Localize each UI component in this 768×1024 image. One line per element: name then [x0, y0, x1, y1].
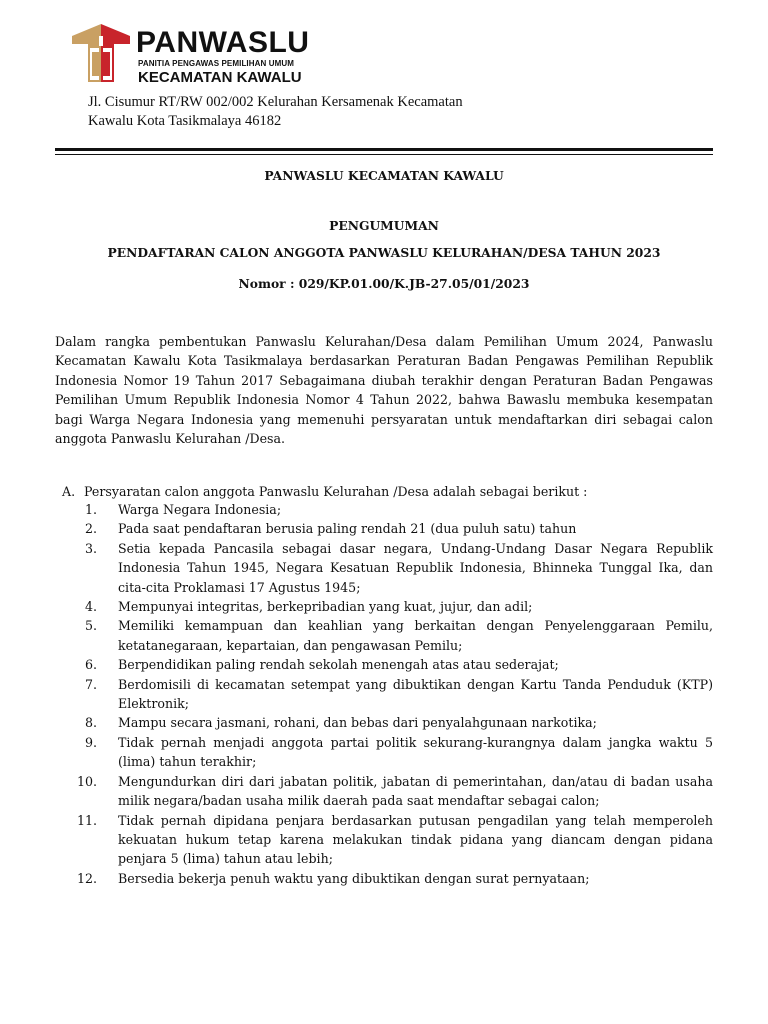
list-item — [62, 713, 713, 732]
list-item — [62, 539, 713, 597]
list-item-text: Tidak pernah dipidana penjara berdasarkan putusan pengadilan yang telah memperoleh kekuatan hukum tetap karena melakukan tindak pidana yang diancam dengan pidana penjara 5 (lima) tahun atau lebih; — [118, 812, 713, 867]
list-item-number: 7. — [84, 676, 97, 692]
org-subtitle: PANITIA PENGAWAS PEMILIHAN UMUM — [138, 59, 294, 68]
list-item-number: 1. — [84, 502, 97, 517]
list-item — [62, 869, 713, 888]
intro-paragraph: Dalam rangka pembentukan Panwaslu Kelurahan/Desa dalam Pemilihan Umum 2024, Panwaslu Kecamatan Kawalu Kota Tasikmalaya berdasarkan Peraturan Badan Pengawas Pemilihan Republik Indonesia Nomor 19 Tahun 2017 Sebagaimana diubah terakhir dengan Peraturan Badan Pengawas Pemilihan Umum Republik Indonesia Nomor 4 Tahun 2022, bahwa Bawaslu membuka kesempatan bagi Warga Negara Indonesia yang memenuhi persyaratan untuk mendaftarkan diri sebagai calon anggota Panwaslu Kelurahan /Desa. — [55, 334, 713, 447]
letterhead-divider-thin — [55, 154, 713, 155]
document-title: PENDAFTARAN CALON ANGGOTA PANWASLU KELURAHAN/DESA TAHUN 2023 — [107, 245, 661, 260]
list-item-text: Tidak pernah menjadi anggota partai politik sekurang-kurangnya dalam jangka waktu 5 (lima) tahun terakhir; — [118, 734, 713, 770]
list-item-number: 3. — [84, 540, 97, 556]
list-item — [62, 811, 713, 869]
section-letter: A. — [62, 484, 76, 499]
list-item-number: 6. — [84, 657, 97, 673]
panwaslu-logo-icon — [70, 22, 132, 86]
list-item — [62, 772, 713, 811]
list-item-text: Memiliki kemampuan dan keahlian yang berkaitan dengan Penyelenggaraan Pemilu, ketatanegaraan, kepartaian, dan pengawasan Pemilu; — [118, 618, 713, 653]
list-item-text: Mempunyai integritas, berkepribadian yang kuat, jujur, dan adil; — [118, 599, 533, 615]
list-item-text: Pada saat pendaftaran berusia paling rendah 21 (dua puluh satu) tahun — [118, 521, 577, 537]
requirements-heading — [62, 482, 712, 501]
list-item-text: Mampu secara jasmani, rohani, dan bebas dari penyalahgunaan narkotika; — [118, 715, 597, 731]
list-item-text: Mengundurkan diri dari jabatan politik, jabatan di pemerintahan, dan/atau di badan usaha milik negara/badan usaha milik daerah pada saat mendaftar sebagai calon; — [118, 773, 713, 809]
list-item-number: 2. — [84, 521, 97, 537]
list-item — [62, 597, 713, 616]
document-issuer: PANWASLU KECAMATAN KAWALU — [264, 168, 504, 183]
list-item-text: Warga Negara Indonesia; — [118, 502, 282, 517]
list-item-number: 5. — [84, 618, 97, 634]
address-line-2: Kawalu Kota Tasikmalaya 46182 — [88, 113, 282, 129]
list-item-number: 9. — [84, 734, 97, 750]
list-item-number: 8. — [84, 715, 97, 731]
list-item-number: 12. — [76, 870, 97, 886]
list-item-number: 4. — [84, 599, 97, 615]
list-item — [62, 616, 713, 655]
document-number: Nomor : 029/KP.01.00/K.JB-27.05/01/2023 — [238, 276, 530, 291]
org-name: PANWASLU — [136, 26, 310, 59]
list-item-text: Berpendidikan paling rendah sekolah menengah atas atau sederajat; — [118, 657, 559, 673]
list-item-text: Setia kepada Pancasila sebagai dasar negara, Undang-Undang Dasar Negara Republik Indonesia Tahun 1945, Negara Kesatuan Republik Indonesia, Bhinneka Tunggal Ika, dan cita-cita Proklamasi 17 Agustus 1945; — [118, 540, 713, 595]
org-unit: KECAMATAN KAWALU — [138, 69, 302, 86]
list-item-text: Berdomisili di kecamatan setempat yang dibuktikan dengan Kartu Tanda Penduduk (KTP) Elektronik; — [118, 676, 713, 712]
list-item — [62, 655, 713, 674]
section-heading-text: Persyaratan calon anggota Panwaslu Kelurahan /Desa adalah sebagai berikut : — [84, 484, 588, 499]
document-type: PENGUMUMAN — [329, 218, 439, 233]
list-item — [62, 519, 713, 538]
list-item — [62, 500, 713, 519]
list-item — [62, 733, 713, 772]
list-item — [62, 675, 713, 714]
list-item-number: 10. — [76, 773, 97, 789]
list-item-text: Bersedia bekerja penuh waktu yang dibuktikan dengan surat pernyataan; — [118, 870, 590, 886]
address-line-1: Jl. Cisumur RT/RW 002/002 Kelurahan Kersamenak Kecamatan — [88, 94, 463, 110]
requirements-list — [62, 500, 713, 888]
list-item-number: 11. — [76, 812, 97, 828]
letterhead-divider-thick — [55, 148, 713, 151]
